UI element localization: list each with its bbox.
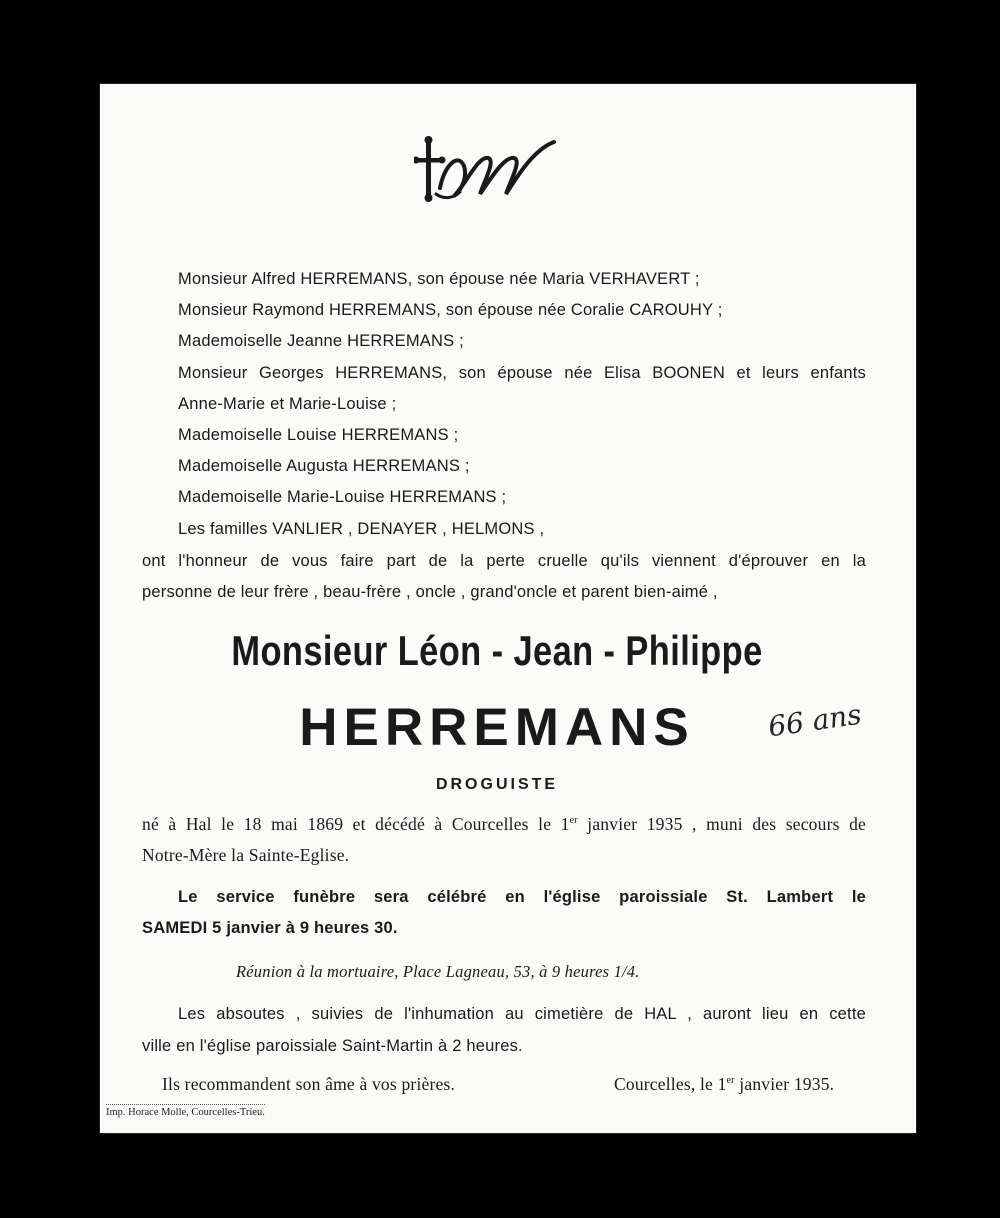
deceased-profession: DROGUISTE — [435, 776, 559, 793]
family-line: Monsieur Georges HERREMANS, son épouse née Elisa BOONEN et leurs enfants — [178, 364, 866, 382]
birth-death-line-1: né à Hal le 18 mai 1869 et décédé à Courcelles le 1er janvier 1935 , muni des secours de — [142, 814, 866, 834]
handwritten-age-annotation: 66 ans — [766, 697, 864, 744]
family-line: Mademoiselle Augusta HERREMANS ; — [178, 457, 470, 475]
closing-recommendation: Ils recommandent son âme à vos prières. — [162, 1074, 456, 1094]
family-line: Les familles VANLIER , DENAYER , HELMONS , — [178, 520, 545, 538]
absoutes-line-1: Les absoutes , suivies de l'inhumation au cimetière de HAL , auront lieu en cette — [178, 1005, 866, 1023]
family-line: Monsieur Raymond HERREMANS, son épouse née Coralie CAROUHY ; — [178, 301, 723, 319]
family-line: Mademoiselle Jeanne HERREMANS ; — [178, 332, 464, 350]
printer-imprint: Imp. Horace Molle, Courcelles-Trieu. — [106, 1104, 265, 1118]
family-line: Monsieur Alfred HERREMANS, son épouse née Maria VERHAVERT ; — [178, 270, 700, 288]
service-line-2: SAMEDI 5 janvier à 9 heures 30. — [142, 919, 398, 937]
birth-death-line-2: Notre-Mère la Sainte-Eglise. — [142, 845, 350, 865]
mourning-card — [100, 84, 916, 1133]
family-line: Mademoiselle Marie-Louise HERREMANS ; — [178, 488, 507, 506]
service-line-1: Le service funèbre sera célébré en l'église paroissiale St. Lambert le — [178, 888, 866, 906]
absoutes-line-2: ville en l'église paroissiale Saint-Martin à 2 heures. — [142, 1037, 523, 1055]
deceased-surname: HERREMANS — [299, 698, 695, 757]
deceased-first-names: Monsieur Léon - Jean - Philippe — [231, 627, 763, 674]
intro-line-1: ont l'honneur de vous faire part de la perte cruelle qu'ils viennent d'éprouver en la — [142, 552, 866, 570]
closing-place-date: Courcelles, le 1er janvier 1935. — [614, 1074, 835, 1094]
cross-monogram-icon — [414, 136, 560, 206]
family-line: Anne-Marie et Marie-Louise ; — [178, 395, 397, 413]
reunion-line: Réunion à la mortuaire, Place Lagneau, 53, à 9 heures 1/4. — [236, 962, 640, 981]
intro-line-2: personne de leur frère , beau-frère , oncle , grand'oncle et parent bien-aimé , — [142, 583, 718, 601]
family-line: Mademoiselle Louise HERREMANS ; — [178, 426, 459, 444]
